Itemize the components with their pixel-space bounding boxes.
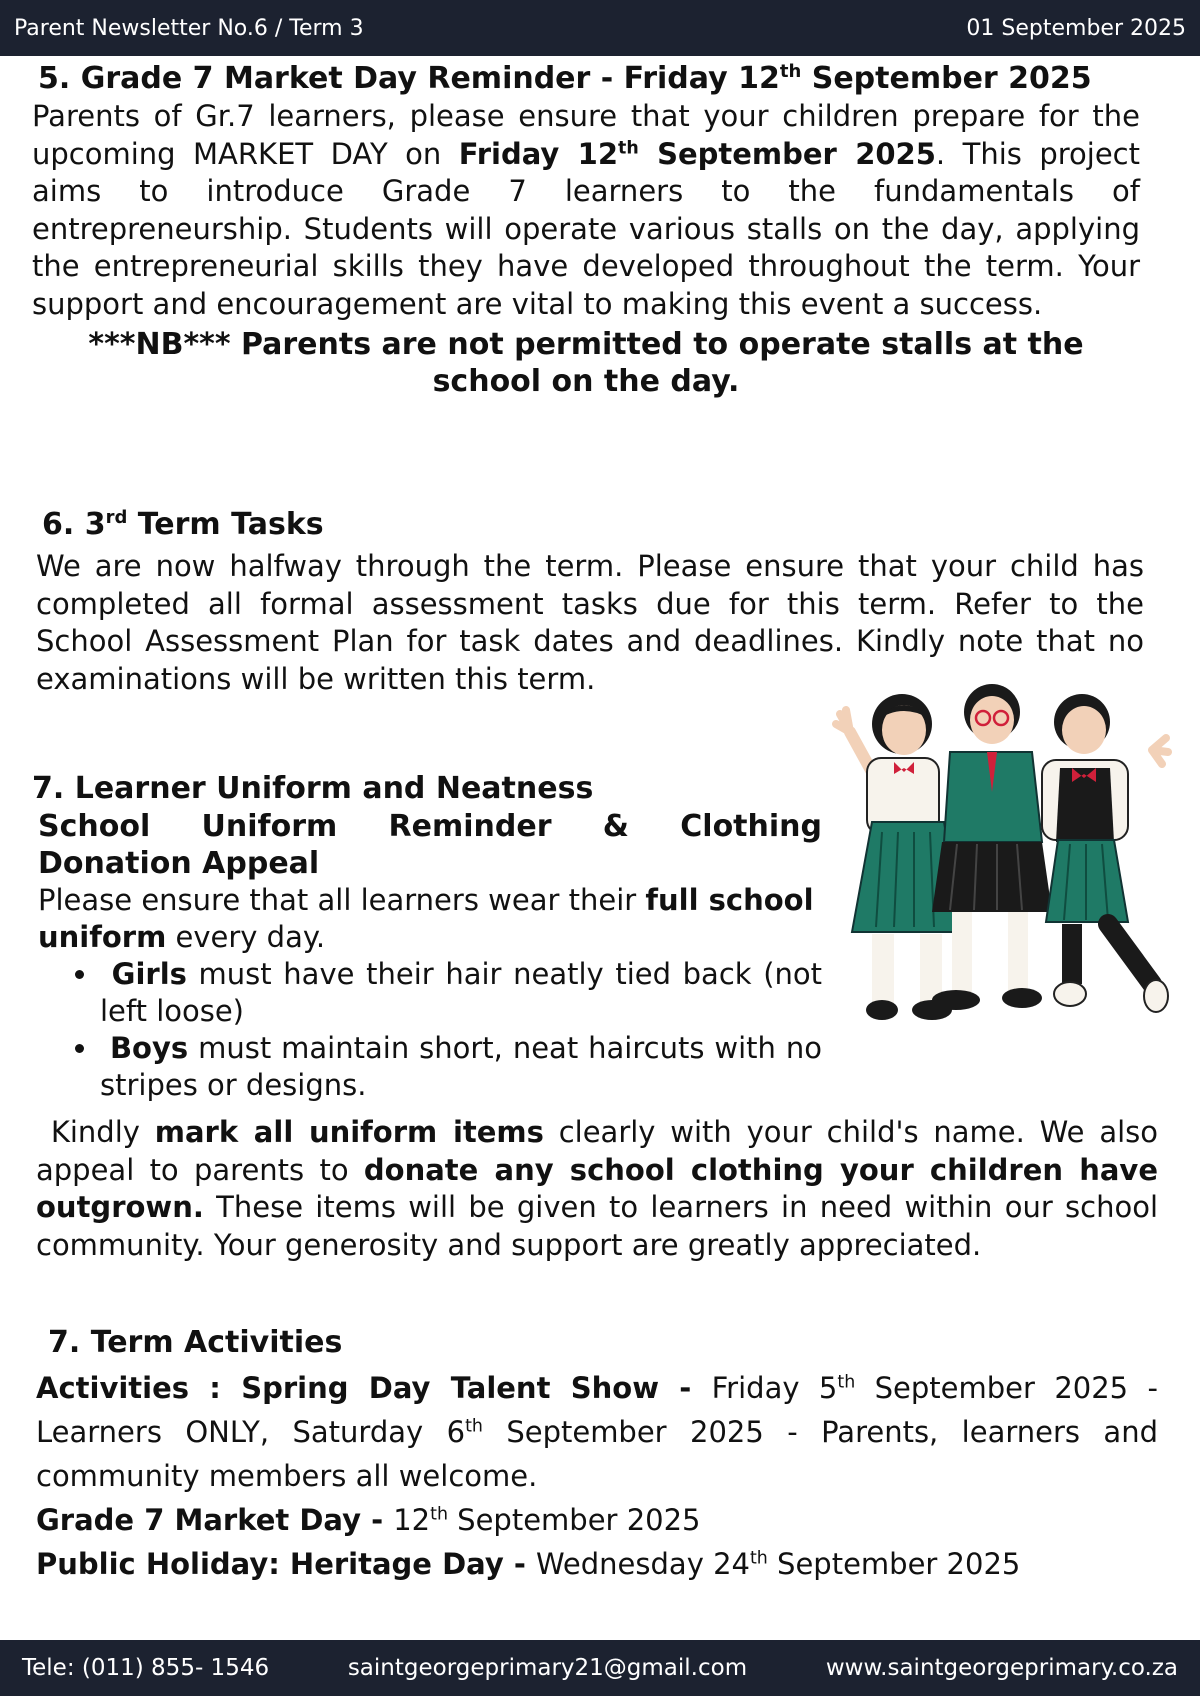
section-uniform xyxy=(32,770,822,1104)
activity-item: Activities : Spring Day Talent Show - Friday 5th September 2025 - Learners ONLY, Saturday 6th September 2025 - Parents, learners and community members all welcome. xyxy=(36,1371,1159,1493)
section-paragraph: Kindly mark all uniform items clearly with your child's name. We also appeal to parents to donate any school clothing your children have outgrown. These items will be given to learners in need within our school community. Your generosity and support are greatly appreciated. xyxy=(36,1115,1158,1262)
section-paragraph: We are now halfway through the term. Please ensure that your child has completed all formal assessment tasks due for this term. Refer to the School Assessment Plan for task dates and deadlines. Kindly note that no examinations will be written this term. xyxy=(36,549,1144,696)
newsletter-date: 01 September 2025 xyxy=(966,15,1186,41)
header-bar xyxy=(0,0,1200,56)
section-uniform-donation xyxy=(36,1114,1158,1264)
footer-website[interactable]: www.saintgeorgeprimary.co.za xyxy=(825,1655,1178,1681)
schoolgirls-illustration xyxy=(832,672,1172,1090)
section-subheading: School Uniform Reminder & Clothing Donation Appeal xyxy=(38,809,822,881)
section-market-day xyxy=(32,60,1140,400)
newsletter-title: Parent Newsletter No.6 / Term 3 xyxy=(14,15,364,41)
section-paragraph: Please ensure that all learners wear their full school uniform every day. xyxy=(38,883,814,954)
girl-middle-figure xyxy=(932,684,1052,1010)
section-heading: 7. Term Activities xyxy=(48,1325,343,1360)
list-item: • Girls must have their hair neatly tied back (not left loose) xyxy=(100,956,822,1030)
footer-telephone: Tele: (011) 855- 1546 xyxy=(22,1655,270,1681)
section-term-activities xyxy=(36,1324,1158,1586)
activity-item: Grade 7 Market Day - 12th September 2025 xyxy=(36,1503,701,1537)
section-heading: 7. Learner Uniform and Neatness xyxy=(32,771,594,806)
section-paragraph: Parents of Gr.7 learners, please ensure that your children prepare for the upcoming MARKET DAY on Friday 12th September 2025. This project aims to introduce Grade 7 learners to the fundamentals of entrepreneurship. Students will operate various stalls on the day, applying the entrepreneurial skills they have developed throughout the term. Your support and encouragement are vital to making this event a success. xyxy=(32,99,1140,321)
list-item: • Boys must maintain short, neat haircuts with no stripes or designs. xyxy=(100,1030,822,1104)
section-term-tasks xyxy=(36,506,1144,698)
uniform-rules-list xyxy=(32,956,822,1104)
footer-email[interactable]: saintgeorgeprimary21@gmail.com xyxy=(347,1655,748,1681)
footer-bar xyxy=(0,1640,1200,1696)
girl-right-figure xyxy=(1042,694,1168,1012)
section-heading: 5. Grade 7 Market Day Reminder - Friday 12th September 2025 xyxy=(38,61,1092,96)
section-heading: 6. 3rd Term Tasks xyxy=(42,507,324,542)
activity-item: Public Holiday: Heritage Day - Wednesday 24th September 2025 xyxy=(36,1547,1021,1581)
nb-notice: ***NB*** Parents are not permitted to operate stalls at the school on the day. xyxy=(88,326,1084,399)
